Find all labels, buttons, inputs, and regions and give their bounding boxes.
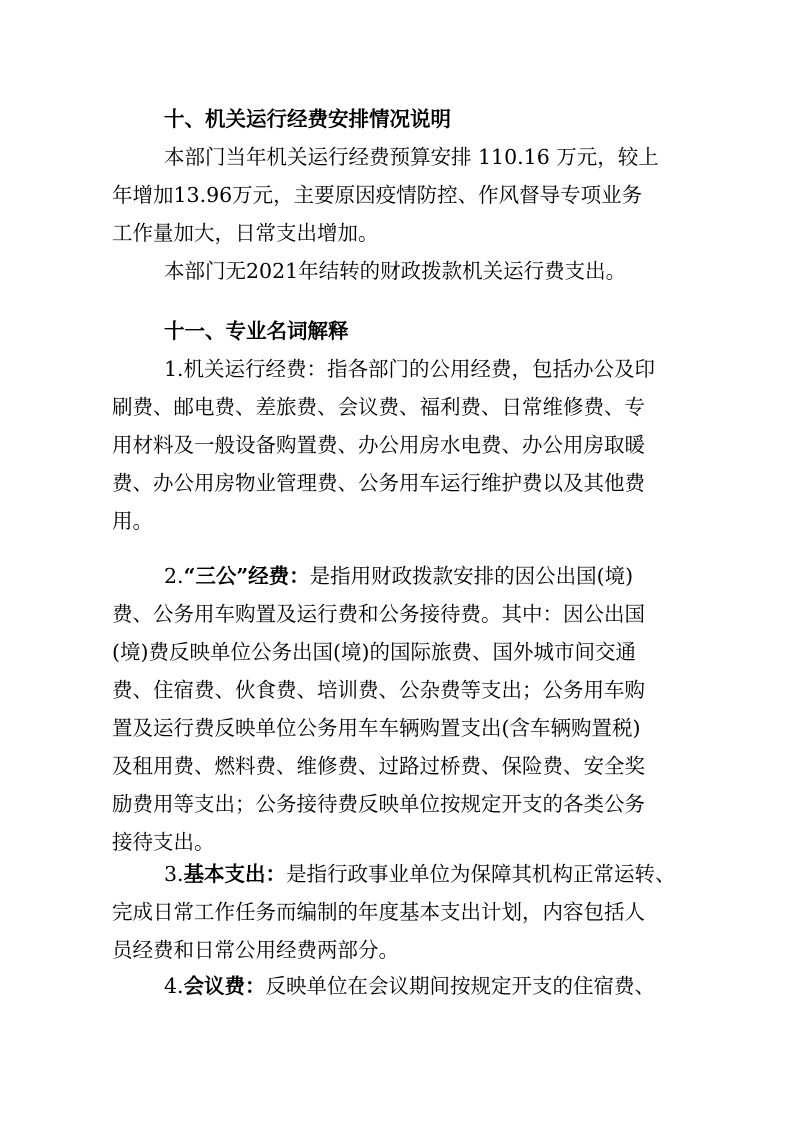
item-3-term: 基本支出：: [183, 862, 287, 886]
item-2-line-1: [112, 557, 692, 595]
item-1-line-2: 刷费、邮电费、差旅费、会议费、福利费、日常维修费、专: [112, 395, 645, 419]
item-2-first-rest: 是指用财政拨款安排的因公出国(境): [309, 564, 634, 588]
section-11: [112, 312, 692, 540]
item-1-line-1: 1.机关运行经费：指各部门的公用经费，包括办公及印: [164, 357, 656, 381]
item-3-line-1: [112, 855, 692, 893]
section-10-p1-line-2: 年增加13.96万元，主要原因疫情防控、作风督导专项业务: [112, 183, 643, 207]
item-2-term: “三公”经费：: [183, 564, 310, 588]
item-3-first-rest: 是指行政事业单位为保障其机构正常运转、: [286, 862, 676, 886]
item-4: [112, 967, 692, 1005]
item-2-line-2: 费、公务用车购置及运行费和公务接待费。其中：因公出国: [112, 602, 645, 626]
item-2-number: 2.: [164, 564, 184, 588]
item-2-line-7: 励费用等支出；公务接待费反映单位按规定开支的各类公务: [112, 792, 645, 816]
item-1-line-3: 用材料及一般设备购置费、办公用房水电费、办公用房取暖: [112, 433, 645, 457]
section-11-heading: 十一、专业名词解释: [164, 319, 349, 343]
item-4-number: 4.: [164, 974, 184, 998]
section-10-p2: 本部门无2021年结转的财政拨款机关运行费支出。: [164, 259, 627, 283]
item-1-line-4: 费、办公用房物业管理费、公务用车运行维护费以及其他费: [112, 471, 645, 495]
item-4-line-1: [112, 967, 692, 1005]
section-10-p1-line-3: 工作量加大，日常支出增加。: [112, 221, 379, 245]
item-2-line-5: 置及运行费反映单位公务用车车辆购置支出(含车辆购置税): [112, 716, 641, 740]
item-2-line-8: 接待支出。: [112, 830, 215, 854]
section-10-heading: 十、机关运行经费安排情况说明: [164, 107, 451, 131]
item-2-line-6: 及租用费、燃料费、维修费、过路过桥费、保险费、安全奖: [112, 754, 645, 778]
section-10: [112, 100, 692, 290]
item-3: [112, 855, 692, 969]
item-3-number: 3.: [164, 862, 184, 886]
item-2: [112, 557, 692, 861]
item-3-line-2: 完成日常工作任务而编制的年度基本支出计划，内容包括人: [112, 900, 645, 924]
item-1-line-5: 用。: [112, 509, 153, 533]
item-4-term: 会议费：: [183, 974, 266, 998]
item-2-line-3: (境)费反映单位公务出国(境)的国际旅费、国外城市间交通: [112, 640, 636, 664]
section-10-p1-line-1: 本部门当年机关运行经费预算安排 110.16 万元，较上: [164, 145, 659, 169]
item-4-first-rest: 反映单位在会议期间按规定开支的住宿费、: [265, 974, 656, 998]
item-3-line-3: 员经费和日常公用经费两部分。: [112, 938, 399, 962]
item-2-line-4: 费、住宿费、伙食费、培训费、公杂费等支出；公务用车购: [112, 678, 645, 702]
